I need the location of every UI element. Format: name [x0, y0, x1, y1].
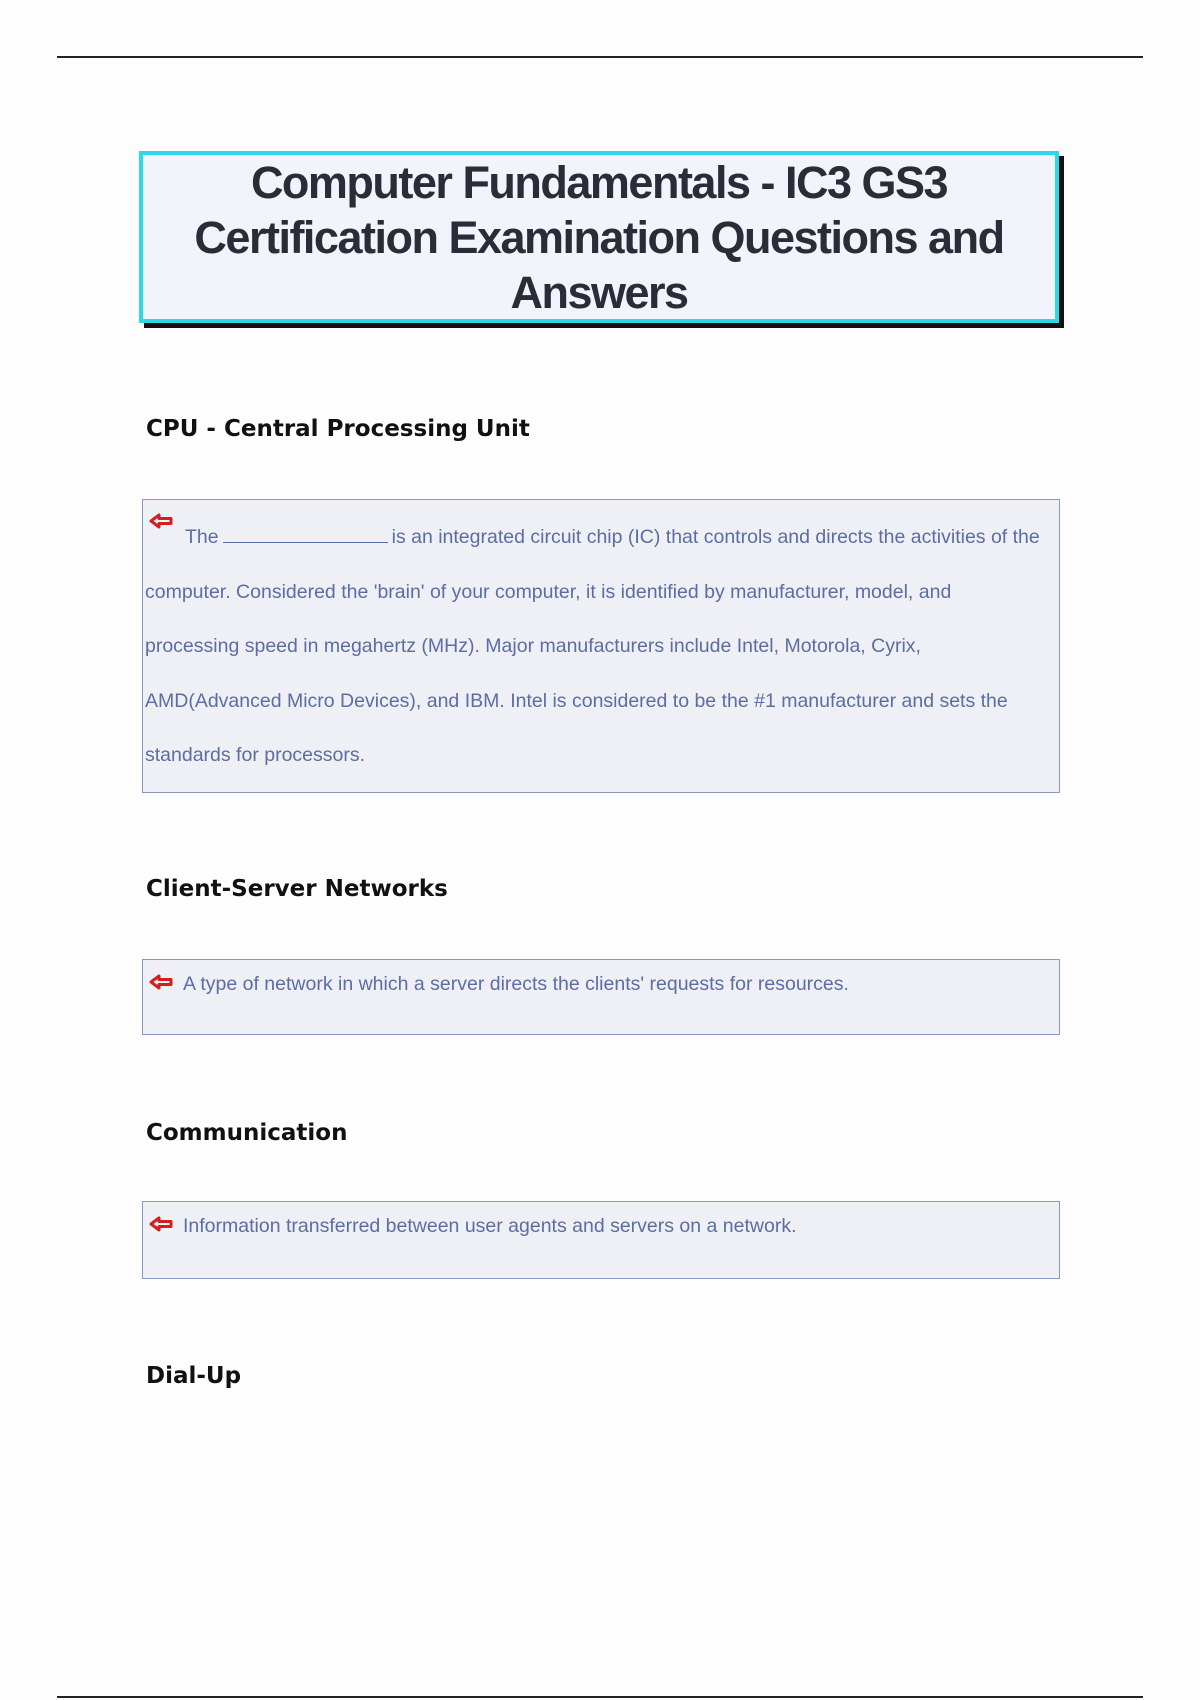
answer-box-client-server [142, 959, 1060, 1035]
answer-text-cpu-lead: The [185, 526, 219, 548]
term-client-server: Client-Server Networks [146, 876, 448, 902]
term-communication: Communication [146, 1120, 348, 1146]
answer-box-cpu [142, 499, 1060, 793]
term-cpu: CPU - Central Processing Unit [146, 416, 530, 442]
document-title-box [139, 151, 1059, 323]
header-rule [57, 56, 1143, 58]
answer-blank [223, 524, 388, 543]
footer-rule [57, 1696, 1143, 1698]
answer-text-client-server: A type of network in which a server directs the clients' requests for resources. [183, 973, 849, 995]
answer-text-communication: Information transferred between user agents and servers on a network. [183, 1215, 797, 1237]
red-arrow-icon [148, 1215, 176, 1233]
red-arrow-icon [148, 973, 176, 991]
answer-box-communication [142, 1201, 1060, 1279]
document-title: Computer Fundamentals - IC3 GS3 Certification Examination Questions and Answers [194, 156, 1004, 318]
term-dial-up: Dial-Up [146, 1363, 242, 1389]
answer-text-cpu-rest: is an integrated circuit chip (IC) that controls and directs the activities of the computer. Considered the 'brain' of your computer, it is identified by manufacturer, model, and processing speed in megahertz (MHz). Major manufacturers include Intel, Motorola, Cyrix, AMD(Advanced Micro Devices), and IBM. Intel is considered to be the #1 manufacturer and sets the standards for processors. [145, 526, 1040, 766]
answer-text-cpu [145, 510, 1045, 783]
